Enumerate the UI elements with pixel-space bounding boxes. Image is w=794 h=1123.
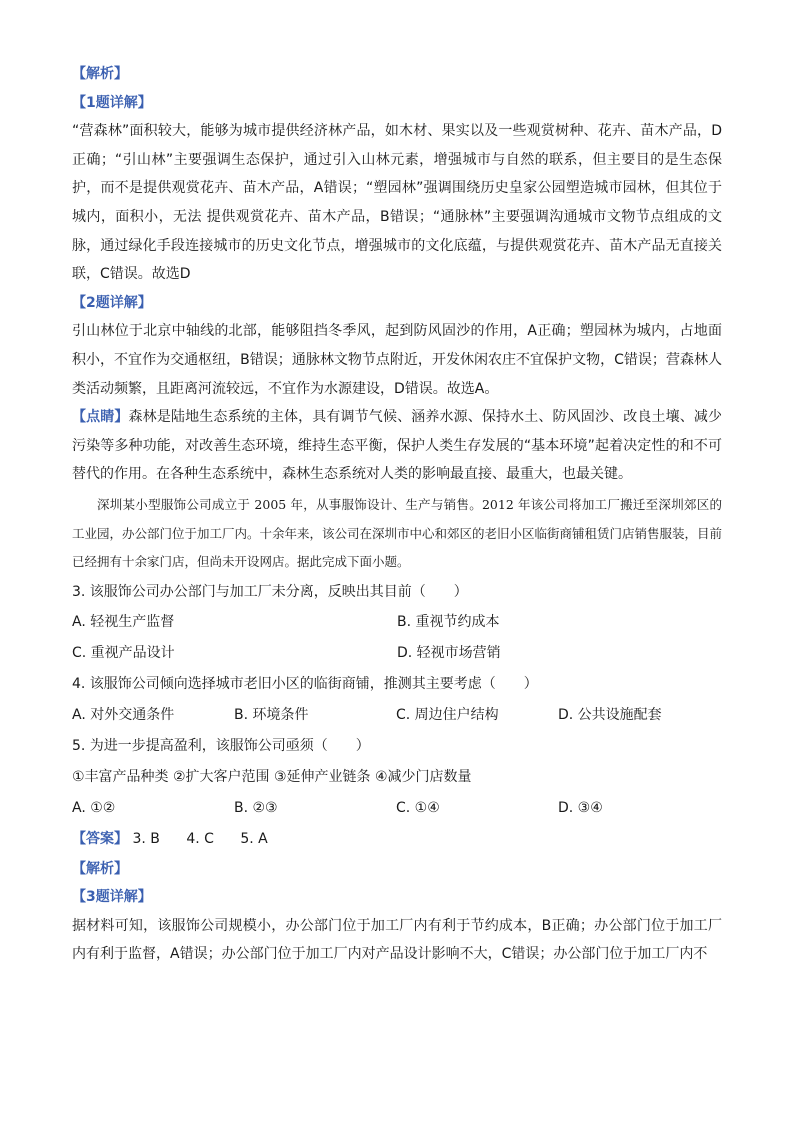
- q3-option-b: B. 重视节约成本: [397, 613, 500, 630]
- tip-heading: 【点睛】: [72, 409, 129, 426]
- q3-option-a: A. 轻视生产监督: [72, 613, 175, 630]
- q3-stem: 3. 该服饰公司办公部门与加工厂未分离，反映出其目前（ ）: [72, 583, 468, 600]
- q5-option-c: C. ①④: [396, 799, 440, 816]
- answer-5: 5. A: [240, 830, 268, 847]
- q3-option-d: D. 轻视市场营销: [397, 644, 501, 661]
- q5-option-b: B. ②③: [234, 799, 278, 816]
- q1-detail-heading: 【1题详解】: [72, 94, 152, 111]
- q5-options: [72, 793, 722, 824]
- q5-stem: 5. 为进一步提高盈利，该服饰公司亟须（ ）: [72, 737, 370, 754]
- q4-option-a: A. 对外交通条件: [72, 706, 175, 723]
- q2-detail-heading: 【2题详解】: [72, 294, 152, 311]
- q4-option-d: D. 公共设施配套: [558, 706, 662, 723]
- tip-paragraph: [72, 403, 722, 489]
- tip-text: 森林是陆地生态系统的主体，具有调节气候、涵养水源、保持水土、防风固沙、改良土壤、减少污染等多种功能，对改善生态环境，维持生态平衡，保护人类生存发展的“基本环境”起着决定性的和不可替代的作用。在各种生态系统中，森林生态系统对人类的影响最直接、最重大，也最关键。: [72, 409, 723, 483]
- q3-options-row1: [72, 607, 722, 638]
- q5-option-a: A. ①②: [72, 799, 116, 816]
- q3-detail-text: 据材料可知，该服饰公司规模小，办公部门位于加工厂内有利于节约成本，B正确；办公部门位于加工厂内有利于监督，A错误；办公部门位于加工厂内对产品设计影响不大，C错误；办公部门位于加工厂内不: [72, 917, 722, 963]
- document-page: [72, 60, 722, 969]
- q1-detail-text: “营森林”面积较大，能够为城市提供经济林产品，如木材、果实以及一些观赏树种、花卉、苗木产品，D正确；“引山林”主要强调生态保护，通过引入山林元素，增强城市与自然的联系，但主要目的是生态保护，而不是提供观赏花卉、苗木产品，A错误；“塑园林”强调围绕历史皇家公园塑造城市园林，但其位于城内，面积小，无法 提供观赏花卉、苗木产品，B错误；“通脉林”主要强调沟通城市文物节点组成的文脉，通过绿化手段连接城市的历史文化节点，增强城市的文化底蕴，与提供观赏花卉、苗木产品无直接关联，C错误。故选D: [72, 123, 722, 283]
- answer-3: 3. B: [132, 830, 160, 847]
- q4-option-c: C. 周边住户结构: [396, 706, 499, 723]
- answer-line: [72, 824, 722, 855]
- q4-stem: 4. 该服饰公司倾向选择城市老旧小区的临街商铺，推测其主要考虑（ ）: [72, 675, 538, 692]
- answer-heading: 【答案】: [72, 830, 128, 847]
- q3-detail-heading: 【3题详解】: [72, 889, 152, 906]
- q4-option-b: B. 环境条件: [234, 706, 309, 723]
- q3-options-row2: [72, 638, 722, 669]
- q5-items: ①丰富产品种类 ②扩大客户范围 ③延伸产业链条 ④减少门店数量: [72, 768, 472, 785]
- analysis-heading-2: 【解析】: [72, 860, 128, 877]
- material-paragraph: 深圳某小型服饰公司成立于 2005 年，从事服饰设计、生产与销售。2012 年该公司将加工厂搬迁至深圳郊区的工业园，办公部门位于加工厂内。十余年来，该公司在深圳市中心和郊区的老旧小区临街商铺租赁门店销售服装，目前已经拥有十余家门店，但尚未开设网店。据此完成下面小题。: [72, 496, 723, 570]
- q2-detail-text: 引山林位于北京中轴线的北部，能够阻挡冬季风，起到防风固沙的作用，A正确；塑园林为城内，占地面积小，不宜作为交通枢纽，B错误；通脉林文物节点附近，开发休闲农庄不宜保护文物，C错误；营森林人类活动频繁，且距离河流较远，不宜作为水源建设，D错误。故选A。: [72, 323, 722, 397]
- q3-option-c: C. 重视产品设计: [72, 644, 175, 661]
- answer-4: 4. C: [186, 830, 214, 847]
- q4-options: [72, 700, 722, 731]
- q5-option-d: D. ③④: [558, 799, 603, 816]
- analysis-heading: 【解析】: [72, 66, 128, 82]
